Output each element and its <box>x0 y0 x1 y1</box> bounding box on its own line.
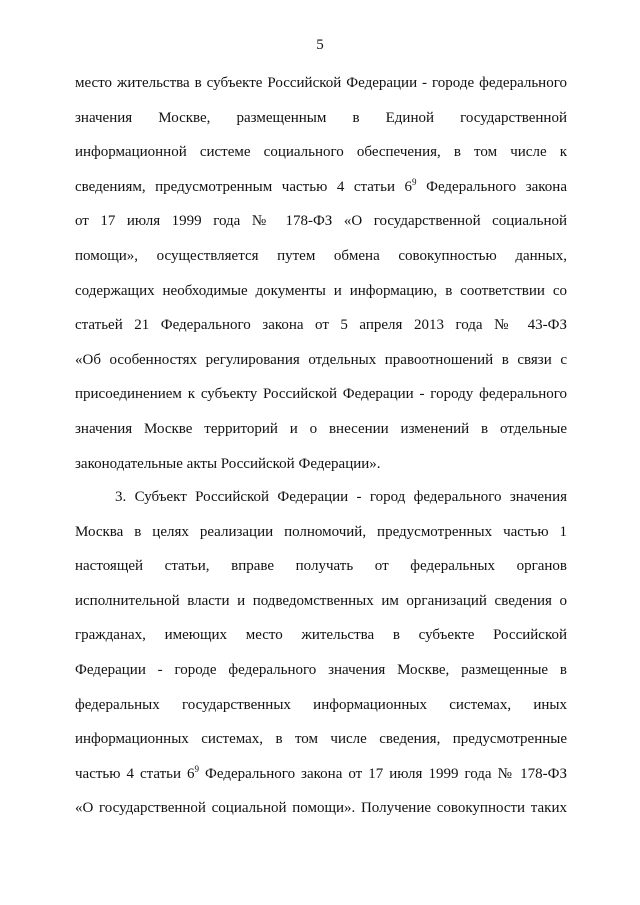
text-line: настоящей статьи, вправе получать от федеральных органов <box>75 558 567 575</box>
text-line: гражданах, имеющих место жительства в субъекте Российской <box>75 627 567 644</box>
text-line: место жительства в субъекте Российской Федерации - городе федерального <box>75 75 567 91</box>
text-line: информационных системах, в том числе сведения, предусмотренные <box>75 731 567 748</box>
text-fragment: сведениям, предусмотренным частью 4 статьи 6 <box>75 178 413 195</box>
text-line: присоединением к субъекту Российской Федерации - городу федерального <box>75 386 567 403</box>
text-line: информационной системе социального обеспечения, в том числе к <box>75 144 567 161</box>
text-line: «О государственной социальной помощи». Получение совокупности таких <box>75 800 567 817</box>
text-line: значения Москве, размещенным в Единой государственной <box>75 109 567 126</box>
text-fragment: Федерального закона <box>416 178 567 195</box>
superscript: 9 <box>412 176 417 187</box>
text-line: 3. Субъект Российской Федерации - город федерального значения <box>115 489 567 505</box>
text-fragment: частью 4 статьи 6 <box>75 765 195 782</box>
paragraph-1 <box>75 66 567 481</box>
text-line: законодательные акты Российской Федерации». <box>75 455 381 472</box>
text-line <box>75 170 567 205</box>
paragraph-2 <box>75 480 567 826</box>
text-line: от 17 июля 1999 года № 178-ФЗ «О государственной социальной <box>75 213 567 230</box>
text-line: содержащих необходимые документы и информацию, в соответствии со <box>75 282 567 299</box>
text-line: значения Москве территорий и о внесении изменений в отдельные <box>75 420 567 437</box>
page-number: 5 <box>316 37 324 53</box>
text-line: исполнительной власти и подведомственных им организаций сведения о <box>75 592 567 609</box>
text-line <box>75 757 567 792</box>
text-line: статьей 21 Федерального закона от 5 апреля 2013 года № 43-ФЗ <box>75 317 567 334</box>
superscript: 9 <box>194 763 200 774</box>
text-line: федеральных государственных информационных системах, иных <box>75 696 567 713</box>
text-fragment: Федерального закона от 17 июля 1999 года № 178-ФЗ <box>199 765 567 782</box>
text-line: Москва в целях реализации полномочий, предусмотренных частью 1 <box>75 523 567 540</box>
text-line: «Об особенностях регулирования отдельных правоотношений в связи с <box>75 351 567 368</box>
text-line: Федерации - городе федерального значения Москве, размещенные в <box>75 661 567 678</box>
text-line: помощи», осуществляется путем обмена совокупностью данных, <box>75 247 567 264</box>
